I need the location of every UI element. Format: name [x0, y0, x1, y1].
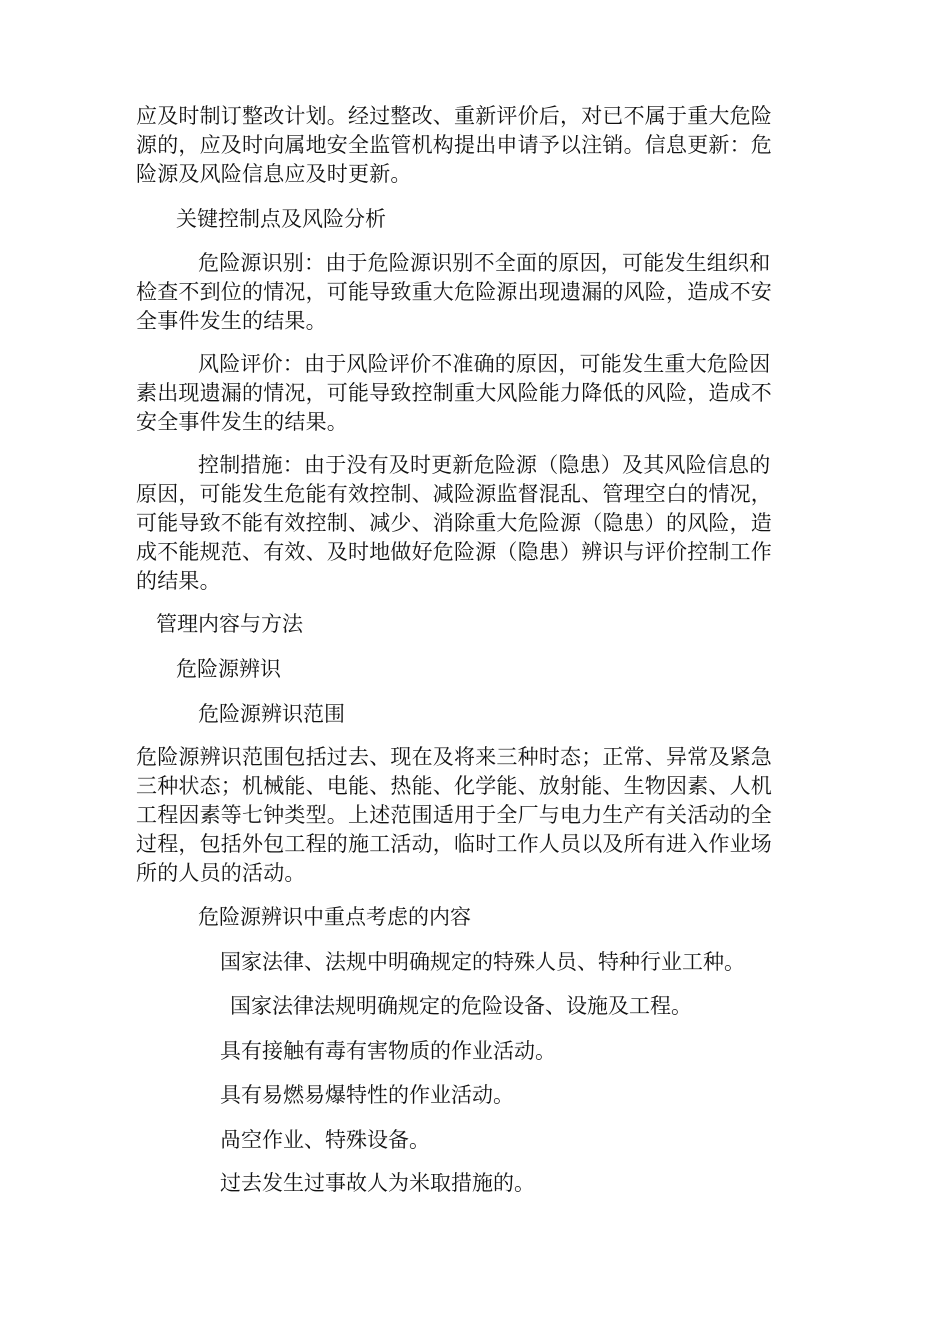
text-line: 过程，包括外包工程的施工活动，临时工作人员以及所有进入作业场 — [136, 832, 772, 856]
heading-management: 管理内容与方法 — [156, 612, 303, 636]
text-line: 应及时制订整改计划。经过整改、重新评价后，对已不属于重大危险 — [136, 104, 772, 128]
text-line: 全事件发生的结果。 — [136, 309, 327, 333]
heading-key-content: 危险源辨识中重点考虑的内容 — [198, 905, 471, 929]
list-item: 国家法律、法规中明确规定的特殊人员、特种行业工种。 — [220, 950, 745, 974]
text-line: 安全事件发生的结果。 — [136, 410, 348, 434]
text-line: 险源及风险信息应及时更新。 — [136, 162, 412, 186]
text-line: 控制措施：由于没有及时更新危险源（隐患）及其风险信息的 — [198, 453, 771, 477]
paragraph-control-measures — [136, 451, 816, 596]
text-line: 风险评价：由于风险评价不准确的原因，可能发生重大危险因 — [198, 352, 771, 376]
list-item: 过去发生过事故人为米取措施的。 — [220, 1171, 535, 1195]
text-line: 原因，可能发生危能有效控制、减险源监督混乱、管理空白的情况， — [136, 482, 772, 506]
text-line: 危险源识别：由于危险源识别不全面的原因，可能发生组织和 — [198, 251, 771, 275]
text-line: 所的人员的活动。 — [136, 861, 306, 885]
paragraph-hazard-identification-risk — [136, 249, 816, 336]
text-line: 危险源辨识范围包括过去、现在及将来三种时态；正常、异常及紧急 — [136, 745, 772, 769]
text-line: 三种状态；机械能、电能、热能、化学能、放射能、生物因素、人机 — [136, 774, 772, 798]
paragraph-rectification — [136, 102, 816, 189]
text-line: 检查不到位的情况，可能导致重大危险源出现遗漏的风险，造成不安 — [136, 280, 772, 304]
heading-hazard-identification: 危险源辨识 — [176, 657, 281, 681]
heading-key-control: 关键控制点及风险分析 — [176, 207, 386, 231]
list-item: 具有接触有毒有害物质的作业活动。 — [220, 1039, 556, 1063]
paragraph-risk-evaluation — [136, 350, 816, 437]
list-item: 咼空作业、特殊设备。 — [220, 1128, 430, 1152]
text-line: 素出现遗漏的情况，可能导致控制重大风险能力降低的风险，造成不 — [136, 381, 772, 405]
list-item: 具有易燃易爆特性的作业活动。 — [220, 1083, 514, 1107]
text-line: 可能导致不能有效控制、减少、消除重大危险源（隐患）的风险，造 — [136, 511, 772, 535]
heading-identification-scope: 危险源辨识范围 — [198, 702, 345, 726]
text-line: 工程因素等七钟类型。上述范围适用于全厂与电力生产有关活动的全 — [136, 803, 772, 827]
text-line: 的结果。 — [136, 569, 221, 593]
text-line: 源的，应及时向属地安全监管机构提出申请予以注销。信息更新：危 — [136, 133, 772, 157]
paragraph-scope — [136, 743, 816, 888]
text-line: 成不能规范、有效、及时地做好危险源（隐患）辨识与评价控制工作 — [136, 540, 772, 564]
list-item: 国家法律法规明确规定的危险设备、设施及工程。 — [230, 994, 692, 1018]
